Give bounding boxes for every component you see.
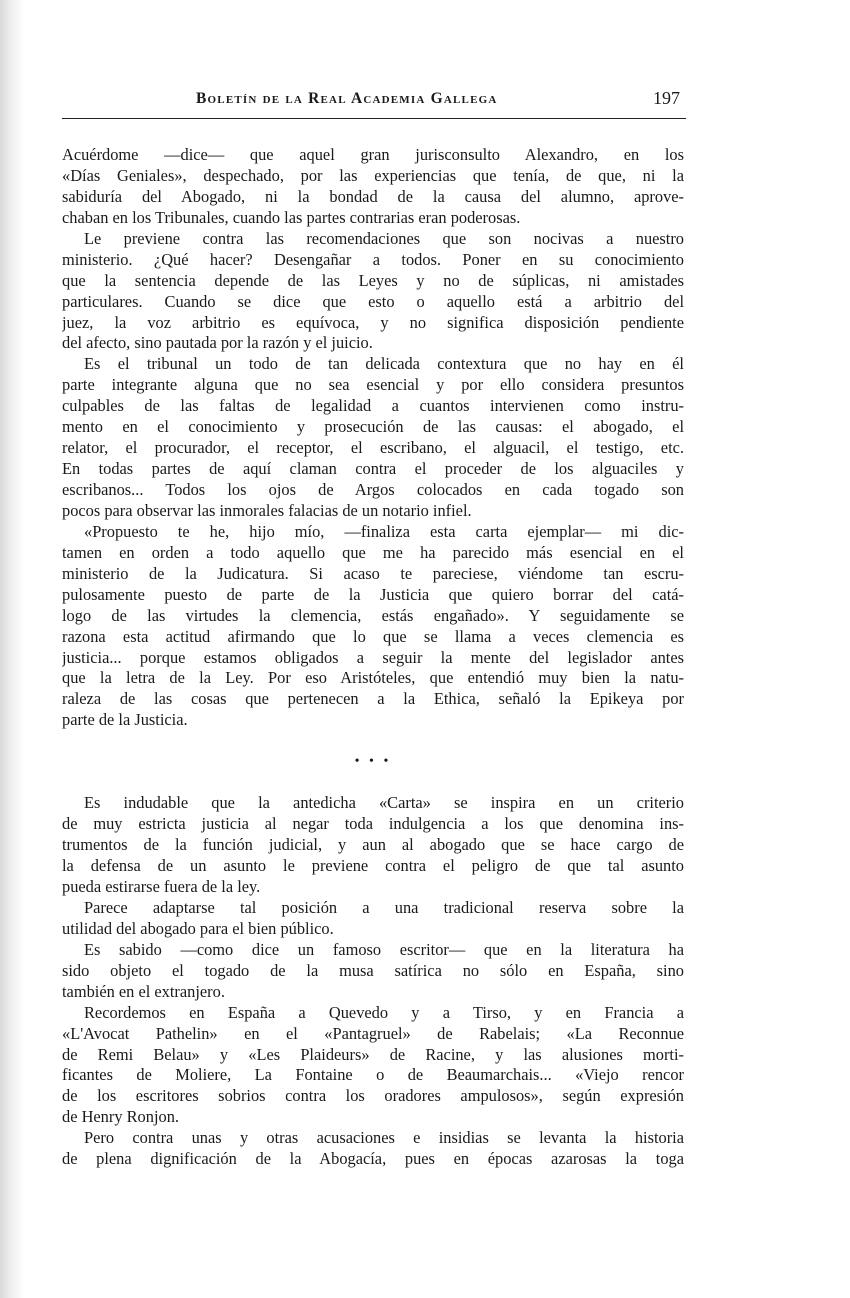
text-line: también en el extranjero. [62,981,225,1001]
text-line: chaban en los Tribunales, cuando las partes contrarias eran poderosas. [62,207,521,227]
text-line: ministerio. ¿Qué hacer? Desengañar a todos. Poner en su conocimiento [62,249,684,269]
text-line: de muy estricta justicia al negar toda indulgencia a los que denomina ins- [62,814,684,834]
paragraph [62,793,684,898]
text-line: mento en el conocimiento y prosecución de las causas: el abogado, el [62,417,684,437]
text-line: ministerio de la Judicatura. Si acaso te pareciese, viéndome tan escru- [62,563,684,583]
text-line: escribanos... Todos los ojos de Argos colocados en cada togado son [62,480,684,499]
body-text [62,145,684,1170]
text-line: Es sabido —como dice un famoso escritor— que en la literatura ha [84,939,684,959]
paragraph [62,1128,684,1170]
text-line: parte integrante alguna que no sea esencial y por ello considera presuntos [62,375,684,395]
text-line: Es el tribunal un todo de tan delicada contextura que no hay en él [84,354,684,374]
text-line: sabiduría del Abogado, ni la bondad de la causa del alumno, aprove- [62,186,684,206]
text-line: logo de las virtudes la clemencia, estás engañado». Y seguidamente se [62,605,684,625]
paragraph [62,145,684,229]
text-line: raleza de las cosas que pertenecen a la Ethica, señaló la Epikeya por [62,689,684,709]
text-line: trumentos de la función judicial, y aun al abogado que se hace cargo de [62,835,684,855]
text-line: «Propuesto te he, hijo mío, —finaliza esta carta ejemplar— mi dic- [84,521,684,541]
paragraph [62,940,684,1003]
text-line: de plena dignificación de la Abogacía, pues en épocas azarosas la toga [62,1149,684,1169]
section-separator: • • • [354,754,392,770]
text-line: ficantes de Moliere, La Fontaine o de Beaumarchais... «Viejo rencor [62,1065,684,1085]
paragraph [62,522,684,731]
text-line: de Remi Belau» y «Les Plaideurs» de Racine, y las alusiones morti- [62,1044,684,1064]
text-line: Pero contra unas y otras acusaciones e insidias se levanta la historia [84,1128,684,1148]
text-line: la defensa de un asunto le previene contra el peligro de que tal asunto [62,856,684,876]
text-line: de Henry Ronjon. [62,1107,179,1127]
text-line: que la letra de la Ley. Por eso Aristóteles, que entendió muy bien la natu- [62,668,684,688]
paragraph [62,229,684,355]
text-line: Le previene contra las recomendaciones que son nocivas a nuestro [84,228,684,248]
text-line: En todas partes de aquí claman contra el proceder de los alguaciles y [62,459,684,479]
paragraph [62,898,684,940]
text-line: juez, la voz arbitrio es equívoca, y no significa disposición pendiente [62,312,684,332]
text-line: de los escritores sobrios contra los oradores ampulosos», según expresión [62,1086,684,1106]
text-line: que la sentencia depende de las Leyes y no de súplicas, ni amistades [62,270,684,290]
page-number: 197 [653,88,680,108]
text-line: Recordemos en España a Quevedo y a Tirso, y en Francia a [84,1002,684,1022]
text-line: sido objeto el togado de la musa satírica no sólo en España, sino [62,960,684,980]
text-line: razona esta actitud afirmando que lo que se llama a veces clemencia es [62,626,684,646]
text-line: pueda estirarse fuera de la ley. [62,877,261,896]
text-line: pocos para observar las inmorales falacias de un notario infiel. [62,500,472,520]
page-header [62,86,686,119]
text-line: del afecto, sino pautada por la razón y el juicio. [62,333,373,353]
text-line: Acuérdome —dice— que aquel gran jurisconsulto Alexandro, en los [62,145,684,164]
text-line: pulosamente puesto de parte de la Justicia que quiero borrar del catá- [62,584,684,604]
paragraph [62,354,684,522]
text-line: «Días Geniales», despechado, por las experiencias que tenía, de que, ni la [62,165,684,185]
text-line: culpables de las faltas de legalidad a cuantos intervienen como instru- [62,396,684,416]
text-line: Es indudable que la antedicha «Carta» se inspira en un criterio [84,793,684,813]
text-line: justicia... porque estamos obligados a seguir la mente del legislador antes [62,647,684,667]
text-line: particulares. Cuando se dice que esto o aquello está a arbitrio del [62,291,684,311]
text-line: «L'Avocat Pathelin» en el «Pantagruel» de Rabelais; «La Reconnue [62,1023,684,1043]
text-line: relator, el procurador, el receptor, el escribano, el alguacil, el testigo, etc. [62,438,684,458]
text-line: parte de la Justicia. [62,710,188,730]
text-line: tamen en orden a todo aquello que me ha parecido más esencial en el [62,542,684,562]
running-title: Boletín de la Real Academia Gallega [196,90,498,107]
page-gutter-shadow [0,0,24,1298]
text-line: Parece adaptarse tal posición a una tradicional reserva sobre la [84,897,684,917]
text-line: utilidad del abogado para el bien público. [62,918,334,938]
paragraph [62,1003,684,1129]
